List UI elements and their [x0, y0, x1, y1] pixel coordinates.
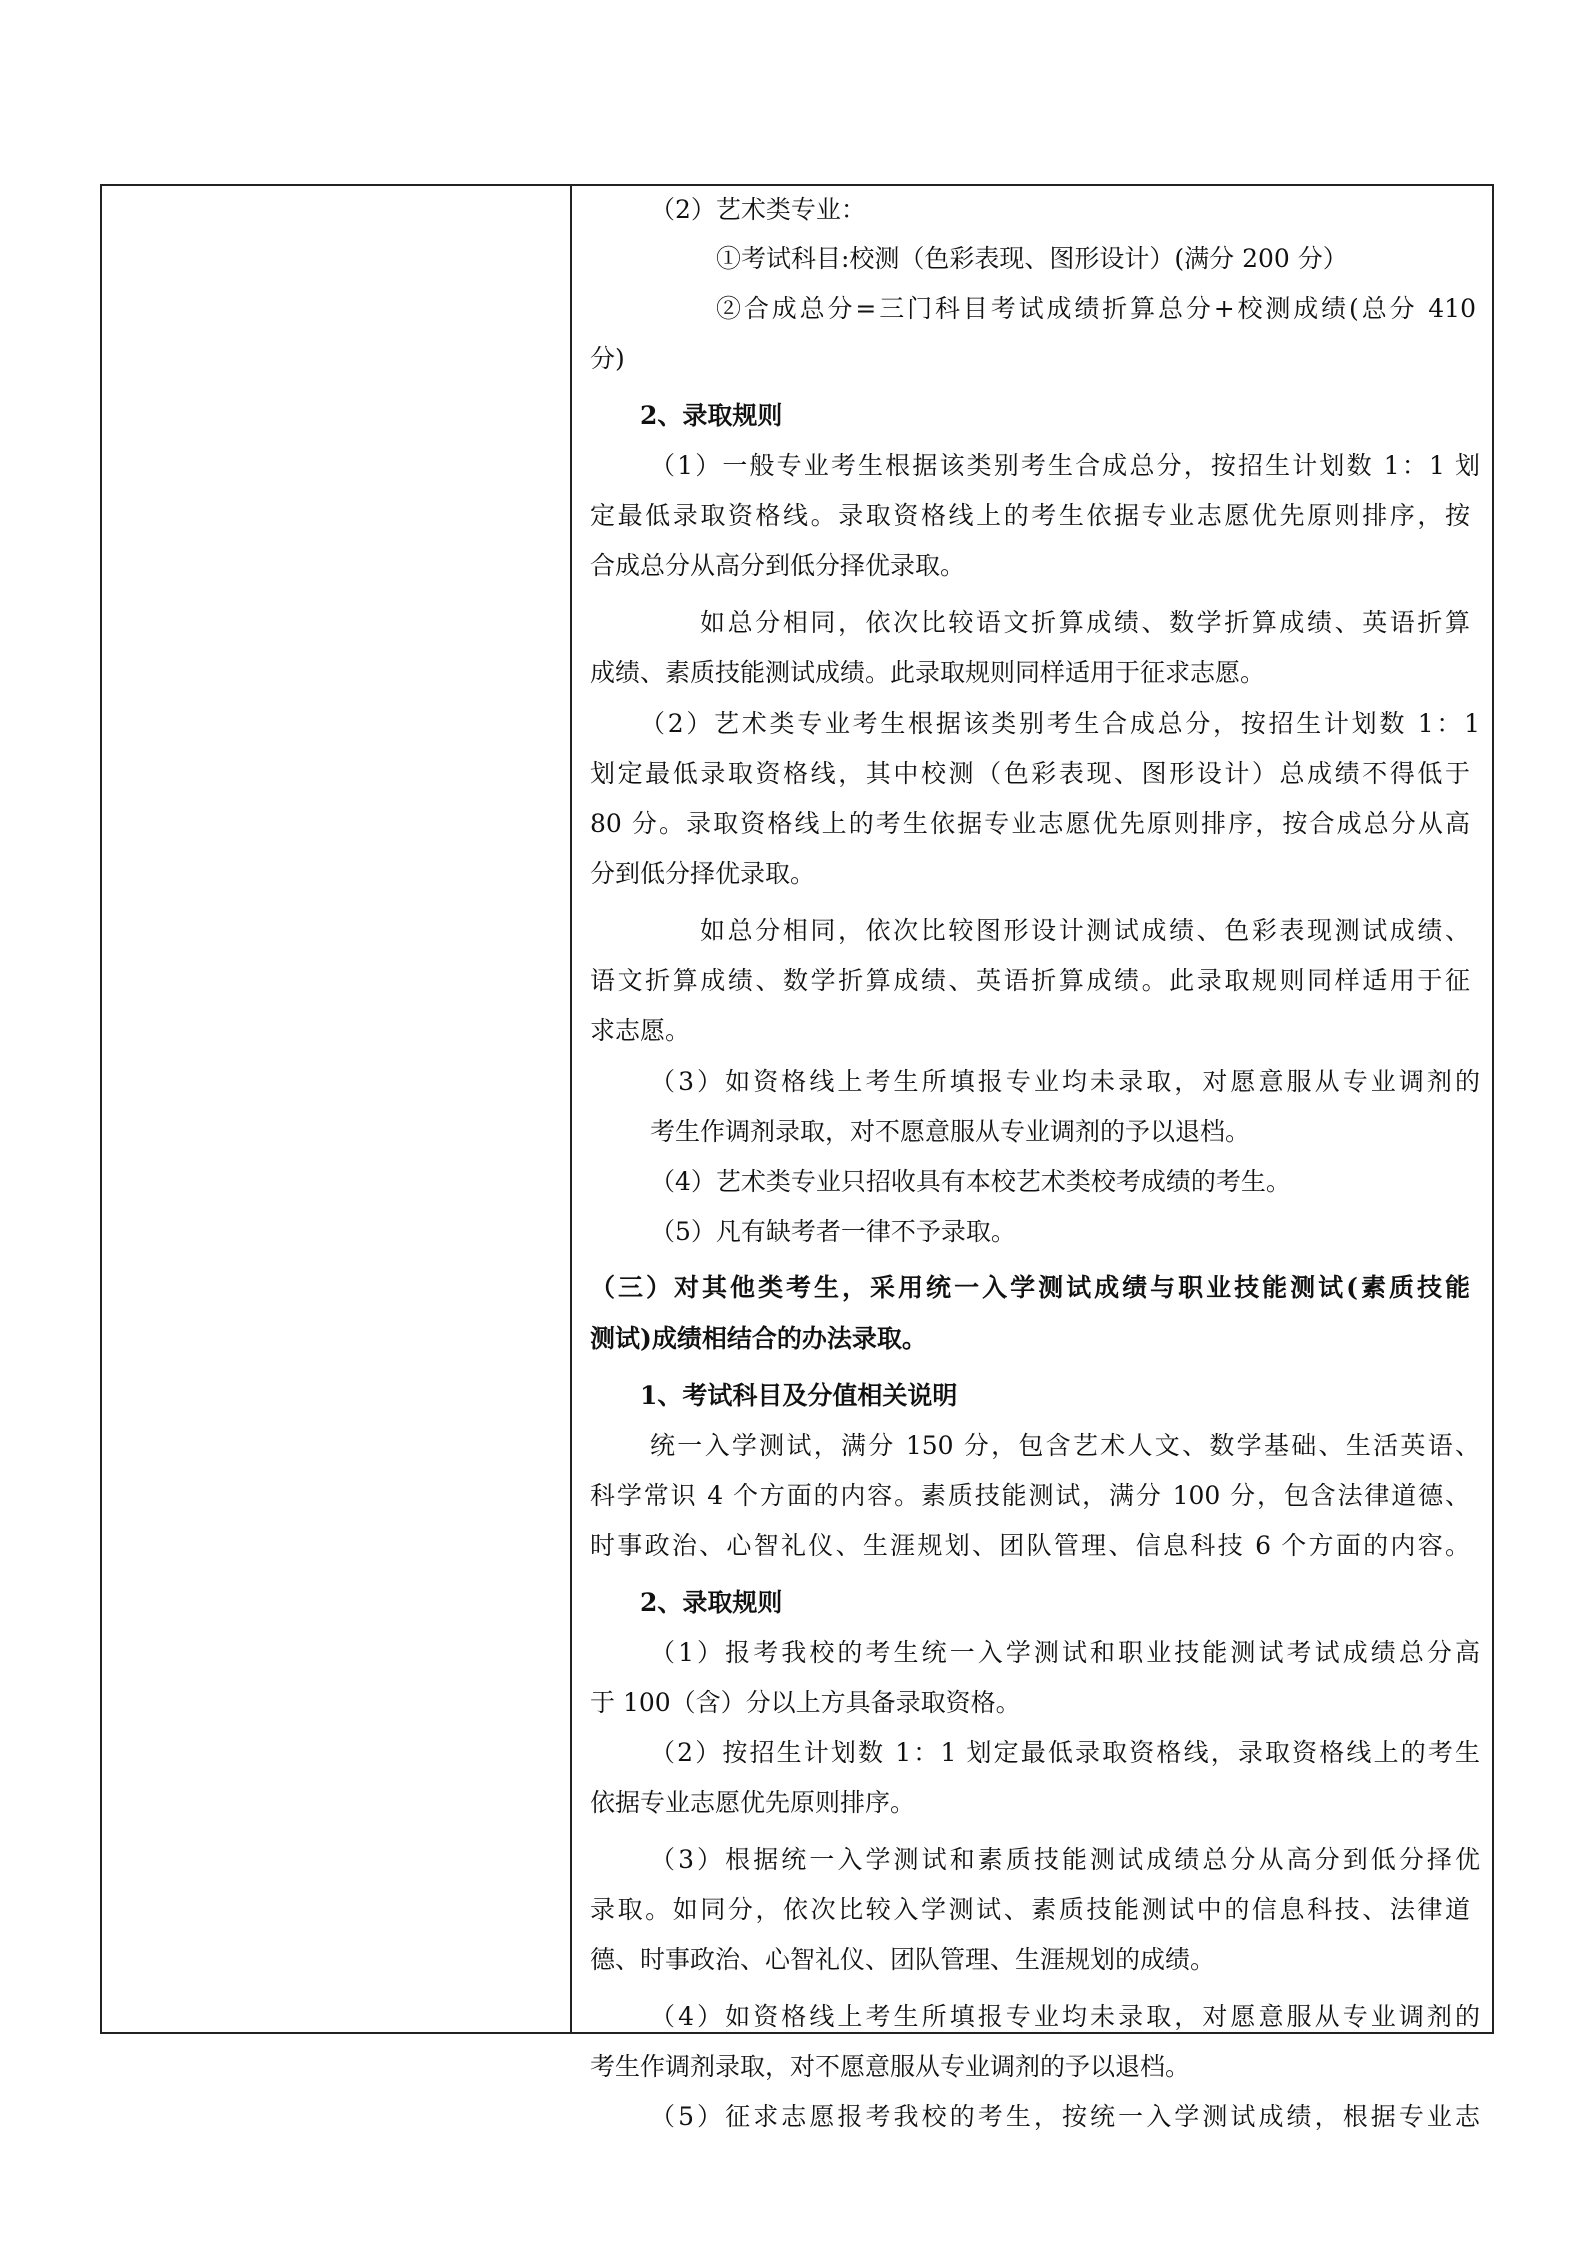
text-line: （2）按招生计划数 1：1 划定最低录取资格线，录取资格线上的考生 [650, 1738, 1480, 1767]
text-line: （1）一般专业考生根据该类别考生合成总分，按招生计划数 1：1 划 [650, 451, 1480, 480]
text-line: 80 分。录取资格线上的考生依据专业志愿优先原则排序，按合成总分从高 [590, 809, 1470, 838]
text-line: 1、考试科目及分值相关说明 [640, 1381, 958, 1410]
text-line: 考生作调剂录取，对不愿意服从专业调剂的予以退档。 [650, 1117, 1251, 1146]
text-line: （1）报考我校的考生统一入学测试和职业技能测试考试成绩总分高 [650, 1638, 1480, 1667]
text-line: 语文折算成绩、数学折算成绩、英语折算成绩。此录取规则同样适用于征 [590, 966, 1470, 995]
text-line: 2、录取规则 [640, 401, 783, 430]
text-line: 时事政治、心智礼仪、生涯规划、团队管理、信息科技 6 个方面的内容。 [590, 1531, 1470, 1560]
text-line: 德、时事政治、心智礼仪、团队管理、生涯规划的成绩。 [590, 1945, 1216, 1974]
text-line: （三）对其他类考生，采用统一入学测试成绩与职业技能测试(素质技能 [590, 1273, 1470, 1302]
text-line: （5）征求志愿报考我校的考生，按统一入学测试成绩，根据专业志 [650, 2102, 1480, 2131]
text-line: 划定最低录取资格线，其中校测（色彩表现、图形设计）总成绩不得低于 [590, 759, 1470, 788]
text-line: 考生作调剂录取，对不愿意服从专业调剂的予以退档。 [590, 2052, 1191, 2081]
text-line: 定最低录取资格线。录取资格线上的考生依据专业志愿优先原则排序，按 [590, 501, 1470, 530]
text-line: （2）艺术类专业考生根据该类别考生合成总分，按招生计划数 1：1 [640, 709, 1480, 738]
text-line: （5）凡有缺考者一律不予录取。 [650, 1217, 1016, 1246]
text-line: 如总分相同，依次比较图形设计测试成绩、色彩表现测试成绩、 [700, 916, 1470, 945]
text-line: 分到低分择优录取。 [590, 859, 816, 888]
text-line: （2）艺术类专业： [650, 195, 866, 224]
text-line: ②合成总分=三门科目考试成绩折算总分+校测成绩(总分 410 [716, 294, 1476, 323]
column-divider [570, 186, 572, 2032]
text-line: 分) [590, 344, 625, 373]
text-line: 成绩、素质技能测试成绩。此录取规则同样适用于征求志愿。 [590, 658, 1266, 687]
text-line: 测试)成绩相结合的办法录取。 [590, 1324, 927, 1353]
text-line: （3）根据统一入学测试和素质技能测试成绩总分从高分到低分择优 [650, 1845, 1480, 1874]
text-line: 于 100（含）分以上方具备录取资格。 [590, 1688, 1021, 1717]
text-line: 科学常识 4 个方面的内容。素质技能测试，满分 100 分，包含法律道德、 [590, 1481, 1470, 1510]
text-line: 求志愿。 [590, 1016, 691, 1045]
text-line: （3）如资格线上考生所填报专业均未录取，对愿意服从专业调剂的 [650, 1067, 1480, 1096]
text-line: 合成总分从高分到低分择优录取。 [590, 551, 966, 580]
text-line: 录取。如同分，依次比较入学测试、素质技能测试中的信息科技、法律道 [590, 1895, 1470, 1924]
text-line: （4）如资格线上考生所填报专业均未录取，对愿意服从专业调剂的 [650, 2002, 1480, 2031]
text-line: 依据专业志愿优先原则排序。 [590, 1788, 916, 1817]
text-line: 统一入学测试，满分 150 分，包含艺术人文、数学基础、生活英语、 [650, 1431, 1480, 1460]
text-line: 2、录取规则 [640, 1588, 783, 1617]
text-line: ①考试科目:校测（色彩表现、图形设计）(满分 200 分） [716, 244, 1348, 273]
text-line: （4）艺术类专业只招收具有本校艺术类校考成绩的考生。 [650, 1167, 1291, 1196]
text-line: 如总分相同，依次比较语文折算成绩、数学折算成绩、英语折算 [700, 608, 1470, 637]
